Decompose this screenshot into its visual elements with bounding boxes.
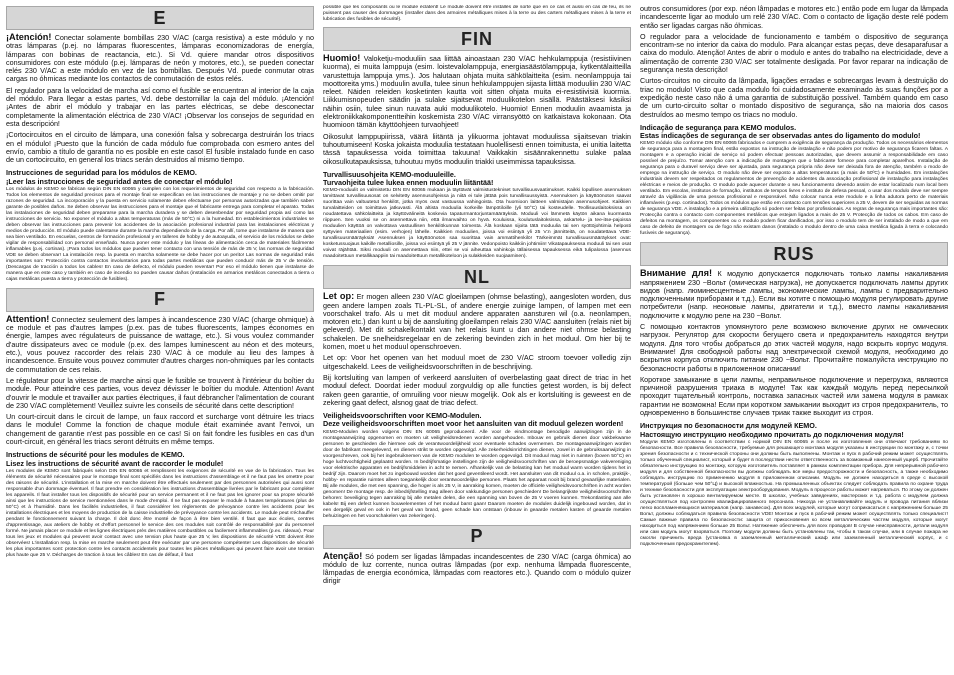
e-paragraph-3: ¡Cortocircuitos en el circuito de lámpara, una conexión falsa y sobrecarga destruirán los triacs en el módulo! ¡Puesto que la función de cada módulo fue comprobada con esmero antes del envío, cambio a título de garantía no es posible en este caso! El fusible instalado funde en caso de un cortocircuito, en general los triacs serán destruidos al mismo tiempo. <box>6 130 314 165</box>
e-safety-text: Los módulos de KEMO se fabrican según DIN EN 60065 y cumplen con los requerimientos de seguridad con respecto a la fabricación. Todos los elementos de seguridad precisos para el montaje final se especifican en las instrucciones de montaje y no se deben omitir por razones de seguridad. La incorporación y la puesta en servicio solamente deben efectuarse por personas autorizadas que también saben garante de posibles daños. Se deben observar las instrucciones para el montaje que el fabricante entrega para completar el aparato. Todas las instalaciones de seguridad deben prepararse para la marcha duradera y se deben desenbendar por seguridad propia así como las instrucciones de servicio. No exponer el módulo a altas temperaturas (más de 50°C) ni a la humedad. En establecimientos industriales se deben observar las instrucciones para prevenir los accidentes de la asociación profesional industrial para las instalaciones eléctricas y medios de producción. El módulo puede calentarse durante la marcha dependiendo de la carga. Por allí, tome que instalarse de manera que sea bien ventilado. En escuelas, centros de formación profesional y en talleres de hobby y de autoayuda, el servicio de los módulos se debe vigilar de responsabilidad con personal enseñado. Nunca poner este módulo y las líneas de alimentación cerca de materiales fácilmente inflamables (p.ej. cortinas). ¡Para todos los módulos que pueden tener contacto con una tensión de más de 25 V, las normas de seguridad VDE se deben observar! La instalación resp. la puesta en marcha solamente se debe hacer por un perito! Las normas de seguridad más importantes son: Protección contra contactos involuntarios para todas partes metálicas que pueden conducir más de 25 V de tensión. (Descargas de tracción a todos los cables! En caso de defecto, el módulo pueden reventar! Por eso el módulo tienen que instalarse de manera que en este caso y también en caso de incendio no pueden causar daños (instalación en armarios metálicos conectados a tierra o cajas metálicas puesta a tierra y protección de fusibles). <box>6 186 314 282</box>
fin-safety-heading <box>323 171 631 187</box>
p-paragraph-3: Curtos-circuitos no circuito da lâmpada, ligações erradas e sobrecargas levam à destruição do triac no modulo! Visto que cada modulo foi cuidadosamente examinado às suas funções por a expedição neste caso não á uma garantia de substituição possível. Também quando em caso de um curto-circuito soltar o montado dispositivo de segurança, são na maioria dos casos destruídos ao mesmo tempo os triacs no modulo. <box>640 76 948 119</box>
section-header-nl: NL <box>323 265 631 289</box>
p-safety-title: Indicação de segurança para KEMO modulos. <box>640 122 797 132</box>
f-safety-title: Instructions de sécurité pour les modules de KEMO. <box>6 450 185 460</box>
rus-safety-subtitle: Настоящую инструкцию необходимо прочитать до подключения модуля! <box>640 429 904 439</box>
e-safety-heading <box>6 169 314 185</box>
f-warning-paragraph <box>6 315 314 374</box>
p-warning-text: Só podem ser ligadas lâmpadas incandescentes de 230 V/AC (carga óhmica) ao módulo de luz corrente, nunca outras lâmpadas (por exp. nenhuma lâmpada fluorescente, lâmpadas de energia económica, lâmpadas com reactores etc.). Quando com o módulo quizer dirigir <box>323 551 631 586</box>
f-paragraph-3: Un court-circuit dans le circuit de lampe, un faux raccord et surcharge vont détruire les triacs dans le module! Comme la fonction de chaque module était examinée avant l'envoi, un changement de garantie n'est pas possible en ce cas! Si on fait fondre les fusibles en cas d'un court-circuit, en général les triacs seront détruits en même temps. <box>6 412 314 447</box>
fin-safety-subtitle: Turvaohjeita tulee lukea ennen moduulin liitäntää! <box>323 178 494 188</box>
f-safety-heading <box>6 451 314 467</box>
section-header-fin: FIN <box>323 27 631 51</box>
nl-safety-subtitle: Deze veiligheidsvoorschriften moet voor het aansluiten van dit moduul gelezen worden! <box>323 419 624 429</box>
fin-safety-text: KEMO-moduulit on valmistettu DIN EN 60065 mukaan ja täyttävät valmistustekniset turvallisuusvaatimukset. Kaikki lopullisen asennuksen tarvittavat turvallisuusosat on selvitetty asennusohjeissa ja niitä ei tule jättää pois turvallisuussyistä. Asennuksen ja käyttöönoton saavat suorittaa vain valtuutetut henkilöt, jotka myös ovat vastuussa vahingoista. Ota huomioon laitteen valmistajan asennusohjeet. Kaikkien turvalaitteiden on toimittava jatkuvasti. Älä altista moduulia korkeille lämpötiloille (yli 50°C) tai kosteudelle. Teollisuuslaitoksissa on noudatettava sähkölaitteita ja käyttövälineitä koskevia tapaturmantorjuntamääräyksiä. Moduuli voi lämmetä käytön aikana kuormasta riippuen. Sen vuoksi se on asennettava niin, että ilmanvaihto on hyvä. Kouluissa, koulutuslaitoksissa, askartelu- ja tee-itse-pajoissa moduulien käyttöä on valvottava vastuullisen henkilökunnan toimesta. Älä koskaan sijoita tätä moduulia tai sen syöttöjohtimia helposti syttyvien materiaalien (esim. verhojen) lähelle. Kaikkien moduulien, joissa voi esiintyä yli 25 V:n jännitteitä, on noudatettava VDE-turvallisuusmääräyksiä! Asennuksen ja käyttöönoton saa suorittaa vain ammattihenkilö! Tärkeimmät turvallisuusmääräykset ovat: kosketussuojaus kaikille metalliosille, joissa voi esiintyä yli 25 V jännite. Vedonpoisto kaikkiin johtimiin! Vikatapauksessa moduuli tai sen osat voivat räjähtää. Siksi moduuli on asennettava niin, ettei se voi aiheuttaa vahinkoja tällaisessa tapauksessa eikä tulipalossa (asennus maadoitettuun metallikaappiin tai maadoitettuun metallikoteloon ja sulakkeiden suojaaminen). <box>323 188 631 260</box>
rus-paragraph-2: С помощью контактов упомянутого реле возможно включение других не омических нагрузок. Регулятор для скорости бегущего света и предохранитель находятся внутри модуля. Для того чтобы добраться до этих частей модуля, надо вскрыть корпус модуля. Внимание! Для свободной работы над электрической схемой модуля, необходимо до вскрытия корпуса отключить питание 230 ~Вольт. Прочитайте пожалуйста инструкцию по безопасности работы в приложенном описании! <box>640 322 948 373</box>
nl-paragraph-3: Bij kortsluiting van lampen of verkeerd aansluiten of overbelasting gaat direct de triac in het moduul defect. Doordat ieder moduul zorgvuldig op alle functies getest worden, is bij defect raken geen garantie, of omruiling voor nieuw mogelijk. Ook als er kortsluiting is geweest en de zekering gaat defect, alsnog gaat de triac defect. <box>323 372 631 407</box>
section-header-f: F <box>6 288 314 312</box>
p-safety-subtitle: Estas indicações de segurança de ser observadas antes do ligamento do modulo! <box>640 131 921 141</box>
f-safety-subtitle: Lisez les instructions de sécurité avant de raccorder le module! <box>6 458 224 468</box>
nl-safety-title: Veiligheidsvoorschriften voor KEMO-Modulen. <box>323 411 482 421</box>
rus-warning-paragraph <box>640 269 948 320</box>
fin-paragraph-2: Oikosulut lamppupiirissä, väärä liitäntä ja ylikuorma johtavat moduulissa sijaitsevan triakin tuhoutumiseen! Koska jokaista moduulia testataan huolellisesti ennen toimitusta, ei unitia laitetta tässä tapauksessa voida toimittaa takuuna! Vaikkakin sisäänrakennettu sulake palaa oikosulkutapauksissa, tuhoutuu myös moduulin triakki useimmissa tapauksissa. <box>323 131 631 166</box>
f-paragraph-2: Le régulateur pour la vitesse de marche ainsi que le fusible se trouvent à l'intérieur du boîtier du module. Pour atteindre ces parties, vous devez dévisser le boîtier du module. Attention! Avant d'ouvrir le module et travailler aux parties électriques, il faut débrancher l'alimentation de courant de 230 V/AC complètement! Veuillez suivre les conseils de sécurité dans cette description! <box>6 375 314 410</box>
f-warning-lead: Attention! <box>6 313 50 324</box>
fin-warning-lead: Huomio! <box>323 53 361 63</box>
fin-safety-title: Turvallisuusohjeita KEMO-moduuleille. <box>323 169 456 179</box>
fin-warning-paragraph <box>323 54 631 130</box>
p-warning-paragraph <box>323 552 631 586</box>
p-warning-continued: outros consumidores (por exp. néon lâmpadas e motores etc.) então pode em lugar da lâmpada incandescente ligar ao modulo um relé 230 V/AC. Com o contacto de ligação deste relé podem então ser ligadas cargas não óhmicas. <box>640 5 948 30</box>
f-safety-text-continued: possible que les composants ou le module éclatent! Le module doivent être installés de sorte que en ce cas et aussi en cas de feu, ils ne puissent pas causer des dommages (installer dans des armoires métalliques mises à la terre ou des carters métalliques mises à la terre et lubrication des fusibles de sécurité). <box>323 5 631 22</box>
e-warning-lead: ¡Atención! <box>6 32 52 42</box>
p-paragraph-2: O regulador para a velocidade de funcionamento e também o dispositivo de segurança encontram-se no interior da caixa do modulo. Para alcançar estas peças, deve desaparafusar a caixa do modulo. Atenção! Antes de abrir o modulo e antes do trabalho na electricidade, deve a alimentação de corrente 230 V/AC ser totalmente desligada. Por favor reparar na indicação de segurança nesta descrição! <box>640 31 948 75</box>
nl-warning-paragraph <box>323 292 631 351</box>
column-right <box>640 5 948 669</box>
nl-safety-heading <box>323 412 631 428</box>
rus-warning-lead: Внимание для! <box>640 268 713 279</box>
rus-paragraph-3: Короткое замыкание в цепи лампы, неправильное подключение и перегрузка, являются причиной разрушения триака в модуле! Так как каждый модуль перед пересылкой проходит тщательный контроль, поставка запасных частей или замена модуля в рамках гарантии не возможна! Если при коротком замыкании выходит из строя предохранитель, то одновременно в большинстве случаев триак также выходит из строя. <box>640 374 948 418</box>
e-paragraph-2: El regulador para la velocidad de marcha así como el fusible se encuentran al interior de la caja del módulo. Para llegar a estas partes, Vd. debe destornillar la caja del módulo. ¡Atención! ¡Antes de abrir el módulo y trabajar en las partes eléctricas, se debe desconectar completamente la alimentación eléctrica de 230 V/AC! ¡Observar los consejos de seguridad en esta descripción! <box>6 85 314 128</box>
section-header-e: E <box>6 6 314 30</box>
e-safety-subtitle: ¡Leer las instrucciones de seguridad antes de conectar el módulo! <box>6 176 233 186</box>
rus-safety-heading <box>640 422 948 438</box>
f-warning-text: Connectez seulement des lampes à incandescence 230 V/AC (charge ohmique) à ce module et pas d'autres lampes (p.ex. pas de tubes fluorescents, lampes économes en énergie, lampes avec régulateurs de puissance de wattage, etc.). Si vous voulez commander d'autre dissipateurs avec ce module (p.ex. des lampes luminescent au néon et des moteurs, etc.), vous pouvez raccorder des relais 230 V/AC à ce module au lieu des lampes à incandescence. Ensuite vous pouvez commuter d'autres charges non-ohmiques par les contacts de commutation de ces relais. <box>6 314 314 374</box>
p-warning-lead: Atenção! <box>323 550 363 561</box>
nl-warning-lead: Let op: <box>323 291 355 302</box>
nl-warning-text: Er mogen alleen 230 V/AC gloeilampen (ohmse belasting), aangesloten worden, dus geen andere lampen zoals TL-PL-SL, of andere energie zuinige lampen, of lampen met een voorschakel trafo. Als u met dit moduul andere apparaten aansturen wil (o.a. neonlampen, motoren etc.) dan kunt u bij de aansluiting gloeilampen relais 230 V/AC aansluiten (relais niet bij geleverd). Met dit schakelkontakt van het relais kunt u dan andere niet ohmse belasting schakelen. De snelheidsregelaar en de zekering bevinden zich in het moduul. Om hier bij te komen, moet u het moduul openschroeven. <box>323 292 631 352</box>
f-safety-text: Les modules de KEMO sont fabriqués selon DIN EN 60065 et remplissent les exigences de sécurité en vue de la fabrication. Tous les éléments de sécurité nécessaires pour le montage final sont spécifiés dans les instructions d'assemblage et il ne faut pas les omettre pour des raisons de sécurité. L'installation et la mise en marche doivent être effectués seulement par des personnes autorisées qui aussi sont responsable d'un dommage éventuel. Il faut prendre en considération les instructions d'assemblage livrées par le fabricant pour compléter les appareils. Il faut installer tous les dispositifs de sécurité pour un service permanent et il ne faut pas les ignorer pour sa propre sécurité ainsi que les instructions de service mentionnées dans le mode d'emploi. Il ne faut pas exposer le module à hautes températures (plus de 50°C) et à l'humidité. Dans les facilités industrielles, il faut considérer les règlements de prévoyance contre les accidents pour les installations électriques et les moyens de production de la caisse industrielle de prévoyance contre les accidents. Le module peut s'échauffer pendant le fonctionnement suivant la charge. Il doit donc être monté de façon à être bien ventilé. Il faut que aux écoles, centres d'apprentissage, aux ateliers de hobby et d'effort personnel le service des ces modules soit contrôlé de responsabilité par du personnel formé. Ne jamais placer ce module et les lignes électriques près des matières combustibles ou facilement inflammables (p.ex. rideaux). Pour tous les jeux et modules qui peuvent avoir contact avec une tension plus haute que 25 V, les dispositions de sécurité VDE doivent être observées! L'installation resp. la mise en marche seulement peut être exécuter par une personne compétente! Les dispositions de sécurité les plus importantes sont: protection contre les contacts accidentels pour toutes les pièces métalliques qui peuvent faire avoir une tension plus haute que 25 V. Décharges de traction à tous les câbles! En cas de défaut, il faut <box>6 468 314 558</box>
rus-warning-text: К модулю допускается подключать только лампы накаливания напряжением 230 ~Вольт (омическая нагрузка), не допускается подключать лампы других видов (напр. люминесцентные лампы, экономические лампы, лампы с предварительно подключенными приборами и т.д.). Если вы хотите с помощью модуля регулировать другие потребители (напр. неоновые лампы, двигатели и т.д.), вместо лампы накаливания подключите к модулю реле на 230 ~Вольт. <box>640 269 948 320</box>
e-safety-title: Instrucciones de seguridad para los módulos de KEMO. <box>6 168 197 178</box>
e-warning-text: Conectar solamente bombillas 230 V/AC (carga resistiva) a este módulo y no otras lámparas (p.ej. no lámparas fluorescentes, lámparas economizadoras de energía, lámparas con bobinas de reactancia, etc.). Si Vd. quiere mandar otros dispositivos consumidores con este módulo (p.ej. lámparas de neón y motores, etc.), se pueden conectar relés 230 V/AC a este módulo en vez de las bombillas. Después Vd. puede conmutar otras cargas no óhmicas mediante los contactos de conmutación de estos relés. <box>6 33 314 84</box>
column-left <box>6 5 314 669</box>
p-safety-heading <box>640 124 948 140</box>
e-warning-paragraph <box>6 33 314 84</box>
rus-safety-title: Инструкция по безопасности для модулей КЕМО. <box>640 421 817 431</box>
column-middle <box>323 5 631 669</box>
nl-paragraph-2: Let op: Voor het openen van het moduul moet de 230 V/AC stroom toevoer volledig zijn uitgeschakeld. Lees de veiligheidsvoorschriften in de beschrijving. <box>323 353 631 371</box>
p-safety-text: KEMO módulo são conforme DIN EN 60065 fabricados e cumprem a exigência de segurança da produção. Todos os necessários elementos de segurança para a montagem final, estão expostos na instrução de instalação e não podem por motivo de segurança ficarem faltas. A montagem e a operação inicial de serviço só podem efectuar pessoas autorizadas, que devem assumir a responsabilidade em caso possível de prejuízo. Tomar atenção com a indicação de montagem que o fabricante fornece para completar aparelhos. Instalação de segurança para o duravel serviço deve ser ajustada, para segurança própria não deve ser deixada fora de atenção, também o modo de emprego na instrução de serviço. O modulo não deve ser exposto a altas temperaturas (a mais de 50ºC) e humidades. Em instalações industriais devem ser respeitados os regulamentos de prevenção de acidentes da associação profissional de instalação para instalações eléctricas e meios de produção. O modulo pode aquecer durante o seu funcionamento devendo assim de estar localizado num local bem ventilado. Em escolas, institutos de formação, institutos de tempos livres e instituto de defesa pessoal, o usar dos modulo deve ser sempre atravéz da vigilância de uma pessoa profissional e responsável. Não colocar nunca este modulo e a linha adutora perto de materiais inflamáveis (p.exp. cortinados). Todos os módulos que estão em contacto com tensões superiores a 25 V, devem de ser seguidas as normas de segurança VDE. A instalação e a primeira utilização só podem ser feitas por profissionais. As regras de segurança mais importantes são: Protecção contra o contacto com componentes metálicos que estejam ligados a mais de 25 V. Protecção de todos os cabos. Em caso de defeitos na montagem, os componentes ou o modulo podem ficar danificados, por isso o modulo tem de ser instalado de modo a que em caso de defeito de montagem ou de fogo não existam danos (instalado o modulo dentro de uma caixa metálica ligada à terra e colocando fusíveis de segurança). <box>640 141 948 237</box>
section-header-p: P <box>323 525 631 549</box>
fin-warning-text: Valoketju-moduuliin saa liittää ainoastaan 230 V/AC hehkulamppuja (resistiivinen kuorma), ei muita lamppuja (esim. loistevalolamppuja, energiasäästölamppuja, kytkentälaitteilla varustettuja lamppuja yms.). Jos halutaan ohjata muita sähkölaitteita (esim. neonlamppuja tai moottoreita yms.) moduulin avulla, tulee sinun hehkulamppujen sijasta liittää moduuliin 230 V/AC releet. Näiden releiden kosketinten kautta voit sitten ohjata muita ei-resistiivisiä kuormia. Liikkumisnopeuden säädin ja sulake sijaitsevat moduulikotelon sisällä. Päästäksesi käsiksi näihin osiin, tulee sinun ruuvata auki moduulikotelo. Huomio! Ennen moduulin avaamista ja elektroniikkakomponentteihin koskemista 230 V/AC virransyöttö on katkaistava kokonaan. Ota huomioon tämän käyttöohjeen turvaohjeet! <box>323 54 631 130</box>
rus-safety-text: Модули КЕМО изготовлены в соответствии с нормой DIN EN 60065 и после их изготовления они отвечают требованиям по безопасности. Все правила безопасности, требуемые для решающего монтажа модуля указаны в инструкции по монтажу и, с точки зрения безопасности и с технической стороны они должны быть выполнены. Монтаж и пуск в рабочий режим может осуществлять только обученный специалист, который и будет в последствии нести ответственность за возможный нанесенный ущерб. Прочитайте обязательно инструкцию по монтажу, которую изготовитель поставляет в рамках комплектации прибора. Для непрерывной рабочего модуля и для собственной безопасности вы должны соблюдать все меры предосторожности и безопасность, а также необходимо соблюдать инструкцию по применению модуля в приложенном описании. Модуль не должен находиться в среде с высокой температурой (больше чем 50°Ц) и высокой влажностью. На промышленных объектах следует соблюдать правила по охране труда и технике безопасности для эксплуатации электрооборудования. Модуль в процессе работы может нагреваться. По этому он должен быть установлен в хорошо вентилируемом месте. В школах, учебных заведениях, мастерских и т.д. работа с модулем должна осуществляться под контролем квалифицированного персонала. Никогда не устанавливайте модуль и провода питания вблизи легко воспламеняющихся материалов (напр. занавесок). Для всех модулей, которые могут соприкасаться с напряжением больше 25 Вольт, должны соблюдаться правила безопасности VDE! Монтаж и пуск в рабочий режим может осуществлять только специалист! Самые важные правила по безопасности: защита от прикосновения ко всем металлическим частям модуля, которые могут находиться под напряжением больше 25 Вольт. Натяжение обеспечить для всех проводов! В случае неисправности, детали модуля или сам модуль могут взорваться. Поэтому модули должны быть установлены так, чтобы в таком случае, или в случае пожара не смогли причинить вреда (установка в заземленный металлический шкаф или заземленный металлический корпус, и с подключенным предохранителем). <box>640 439 948 547</box>
section-header-rus: RUS <box>640 242 948 266</box>
nl-safety-text: KEMO-Modulen worden volgens DIN EN 60065 geproduceerd. Alle voor de eindmontage benodigde aanwijzingen zijn in de montageaanwijzing opgenomen en moeten uit veiligheidsredenen worden aangehouden. Inbouw en gebruik dienen door vakbekwame personen te geschieden die hiermee ook de verantwoordelijkheid voor eventuele schades overnemen. De montageaanwijzingen worden door de fabrikant meegeleverd, en dienen strikt te worden opgevolgd. Alle zekerheidsinrichtingen dienen, zowel in de gebruiksaanwijzing in voorgeschreven, ook bij het ingebruiknemen van de KEMO modulen te worden opgevolgd. Dit moduul mag niet in ruimten (boven 50°C) en hoge luchtvochtigheid geplaatst worden. In bedrijfsmatige instellingen zijn de veiligheidsvoorschriften van de beroepsmatige vakvereniging voor elektrische apparaten en bedrijfsmiddelen in acht te nemen. Afhankelijk van de belasting kan het moduul warm worden tijdens het in bedrijf zijn. Daarom moet het zo ingebouwd worden dat het goed geventileerd wordt. Het aansluiten van dit moduul o.a. in scholen, praktijk-, hobby- en reparatie ruimtes alleen toegankelijk door verantwoordelijke personen. Plaats het apparaat nooit bij brand gevaarlijke materialen. Bij alle modules, die met een spanning, die hoger is als 25 V, in aanraking komen, moeten de officiële veiligheidsvoorschriften in acht worden genomen! De montage resp. de inbedrijfstelling mag alleen door vakkundige personen geschieden! De belangrijkste veiligheidsvoorschriften behoren: beveiliging tegen aanraking bij alle metalen delen, die een spanning van boven de 25 V voeren kunnen. Trekontlasting aan alle kabels! Bij een defect kunnen bouwelementen of het moduul barst gaan! Daarom moeten de modules duidelijk ingebouwd worden, dat in een dergelijk geval en ook in het geval van brand, geen schade kan ontstaan (inbouw in geaarde metalen kasten of geaarde metalen behuizingen en het voorschakelen van zekeringen). <box>323 429 631 519</box>
